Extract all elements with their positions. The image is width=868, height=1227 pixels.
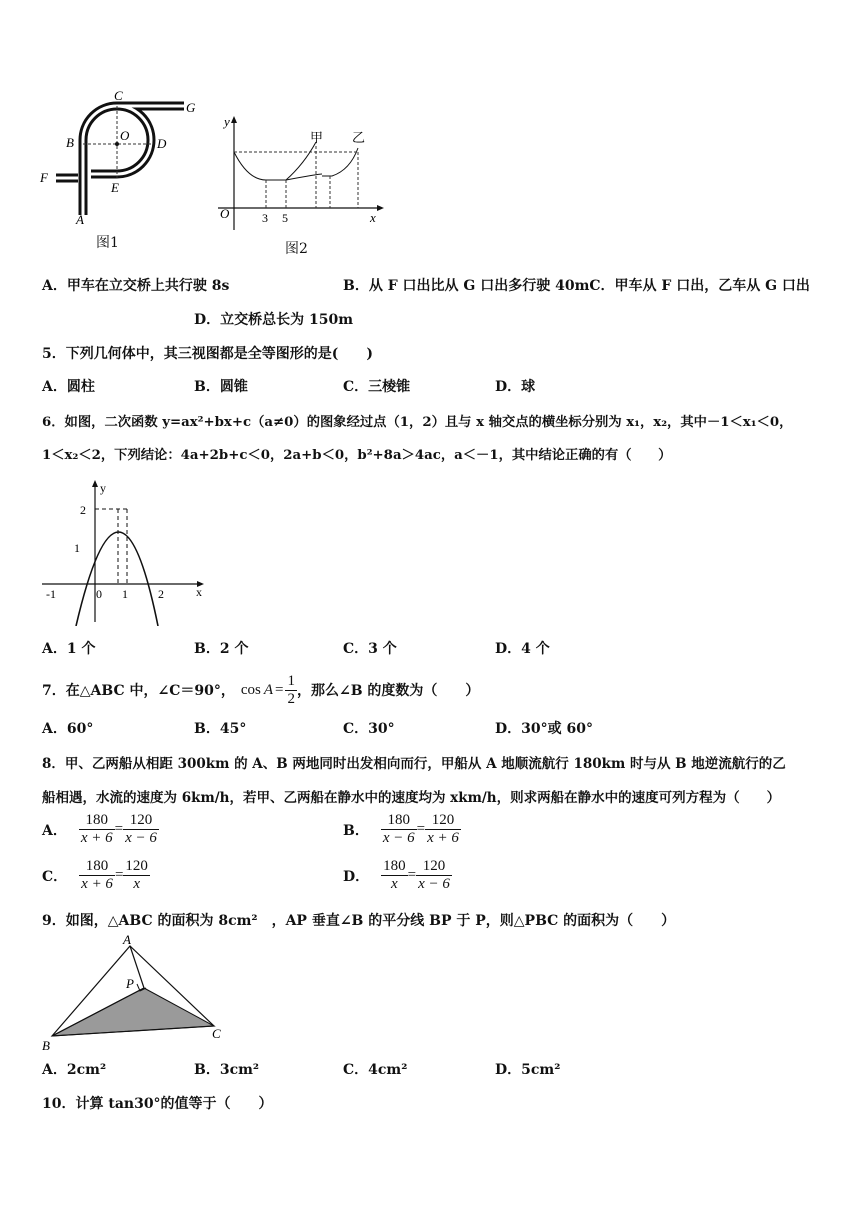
label-e: E <box>111 180 119 195</box>
q6-option-d[interactable]: D．4 个 <box>495 641 550 657</box>
q9-triangle-figure <box>38 932 228 1052</box>
q5-option-a[interactable]: A．圆柱 <box>42 379 95 395</box>
q9-stem: 9．如图，△ABC 的面积为 8cm² ，AP 垂直∠B 的平分线 BP 于 P，则△PBC 的面积为（ ） <box>42 913 676 929</box>
q8-a-eq: = <box>114 821 124 837</box>
label-yi: 乙 <box>352 130 366 145</box>
q8-a-n2: 120 <box>123 812 159 830</box>
q9-label-b: B <box>42 1038 50 1052</box>
label-jia: 甲 <box>310 130 324 145</box>
figure-2-caption: 图2 <box>285 241 308 257</box>
figure-1-caption: 图1 <box>96 235 119 251</box>
q7-eq: = <box>275 681 284 698</box>
q7-option-c[interactable]: C．30° <box>343 721 395 737</box>
q7-stem-pre: 7．在△ABC 中，∠C＝90°， <box>42 683 235 699</box>
q4-option-a[interactable]: A．甲车在立交桥上共行驶 8s <box>42 278 230 294</box>
q8-option-c[interactable] <box>42 858 150 893</box>
q6-axis-x: x <box>196 585 202 599</box>
figure-2 <box>212 112 388 236</box>
q8-d-n1: 180 <box>383 858 406 874</box>
q7-frac-num: 1 <box>287 672 295 689</box>
label-o: O <box>120 128 130 143</box>
q6-option-a[interactable]: A．1 个 <box>42 641 96 657</box>
q8-a-d2: x − 6 <box>125 830 157 846</box>
q8-b-d2: x + 6 <box>427 830 459 846</box>
q8-option-a-label: A． <box>42 822 67 839</box>
q9-option-b[interactable]: B．3cm² <box>194 1062 260 1078</box>
q8-stem-line2: 船相遇，水流的速度为 6km/h，若甲、乙两船在静水中的速度均为 xkm/h，则求两船在静水中的速度可列方程为（ ） <box>42 790 781 806</box>
q8-b-n2: 120 <box>425 812 461 830</box>
q7-option-d[interactable]: D．30°或 60° <box>495 721 593 737</box>
q6-axis-y: y <box>100 481 106 495</box>
q5-stem: 5．下列几何体中，其三视图都是全等图形的是( ) <box>42 346 373 362</box>
label-d: D <box>157 136 167 151</box>
q9-label-c: C <box>212 1026 221 1041</box>
q8-c-n2: 120 <box>125 858 148 874</box>
q9-option-c[interactable]: C．4cm² <box>343 1062 408 1078</box>
q9-option-a[interactable]: A．2cm² <box>42 1062 107 1078</box>
q8-c-n1: 180 <box>79 858 115 876</box>
q7-option-b[interactable]: B．45° <box>194 721 247 737</box>
q7-var: A <box>263 681 274 698</box>
q5-option-d[interactable]: D．球 <box>495 379 536 395</box>
q7-stem <box>42 668 479 712</box>
q7-option-a[interactable]: A．60° <box>42 721 94 737</box>
q6-ytick-1: 1 <box>74 541 80 555</box>
q8-d-n2: 120 <box>416 858 452 876</box>
q8-b-d1: x − 6 <box>382 830 415 846</box>
label-c: C <box>114 90 123 103</box>
q6-tick-neg1: -1 <box>46 587 56 601</box>
q8-a-n1: 180 <box>79 812 115 830</box>
q8-b-n1: 180 <box>381 812 417 830</box>
label-f: F <box>40 170 48 185</box>
q6-ytick-2: 2 <box>80 503 86 517</box>
q7-stem-post: ，那么∠B 的度数为（ ） <box>296 683 480 699</box>
q8-option-d-label: D． <box>343 868 370 885</box>
q8-stem-line1: 8．甲、乙两船从相距 300km 的 A、B 两地同时出发相向而行，甲船从 A 地顺流航行 180km 时与从 B 地逆流航行的乙 <box>42 756 786 772</box>
q8-b-eq: = <box>416 821 426 837</box>
q8-c-d1: x + 6 <box>81 876 113 892</box>
q8-d-eq: = <box>407 867 417 883</box>
q8-a-d1: x + 6 <box>80 830 113 846</box>
q9-label-p: P <box>126 976 134 991</box>
q8-option-d[interactable] <box>343 858 452 893</box>
interchange-diagram <box>36 90 216 250</box>
q9-option-d[interactable]: D．5cm² <box>495 1062 561 1078</box>
tick-5: 5 <box>282 211 288 225</box>
q6-tick-2: 2 <box>158 587 164 601</box>
q7-frac-den: 2 <box>287 690 295 707</box>
label-b: B <box>66 135 74 150</box>
q6-stem-line2: 1＜x₂＜2，下列结论：4a+2b+c＜0，2a+b＜0，b²+8a＞4ac，a＜－1，其中结论正确的有（ ） <box>42 448 672 463</box>
q8-option-b[interactable] <box>343 812 461 847</box>
distance-time-graph <box>212 112 388 236</box>
tick-3: 3 <box>262 211 268 225</box>
q6-tick-0: 0 <box>96 587 102 601</box>
axis-y-label: y <box>224 114 230 129</box>
q6-tick-1: 1 <box>122 587 128 601</box>
q5-option-b[interactable]: B．圆锥 <box>194 379 248 395</box>
q8-c-d2: x <box>133 876 140 892</box>
q8-d-d2: x − 6 <box>418 876 450 892</box>
q9-label-a: A <box>123 932 131 947</box>
label-a: A <box>76 212 84 227</box>
axis-x-label: x <box>370 210 376 225</box>
label-g: G <box>186 100 196 115</box>
q7-fraction <box>285 673 297 708</box>
q8-option-b-label: B． <box>343 822 369 839</box>
q8-option-c-label: C． <box>42 868 68 885</box>
q4-option-d[interactable]: D．立交桥总长为 150m <box>194 312 354 328</box>
q6-option-c[interactable]: C．3 个 <box>343 641 397 657</box>
q6-parabola-graph <box>38 478 210 626</box>
q7-cos: cos <box>240 681 261 698</box>
origin-label: O <box>220 206 230 221</box>
q10-stem: 10．计算 tan30°的值等于（ ） <box>42 1096 273 1112</box>
q8-c-eq: = <box>114 867 124 883</box>
figure-1 <box>36 90 216 250</box>
q6-stem-line1: 6．如图，二次函数 y=ax²+bx+c（a≠0）的图象经过点（1，2）且与 x 轴交点的横坐标分别为 x₁，x₂，其中－1＜x₁＜0， <box>42 415 793 430</box>
q4-option-b[interactable]: B．从 F 口出比从 G 口出多行驶 40mC．甲车从 F 口出，乙车从 G 口出 <box>343 278 810 294</box>
q8-option-a[interactable] <box>42 812 159 847</box>
q6-option-b[interactable]: B．2 个 <box>194 641 249 657</box>
q5-option-c[interactable]: C．三棱锥 <box>343 379 411 395</box>
q8-d-d1: x <box>391 876 398 892</box>
